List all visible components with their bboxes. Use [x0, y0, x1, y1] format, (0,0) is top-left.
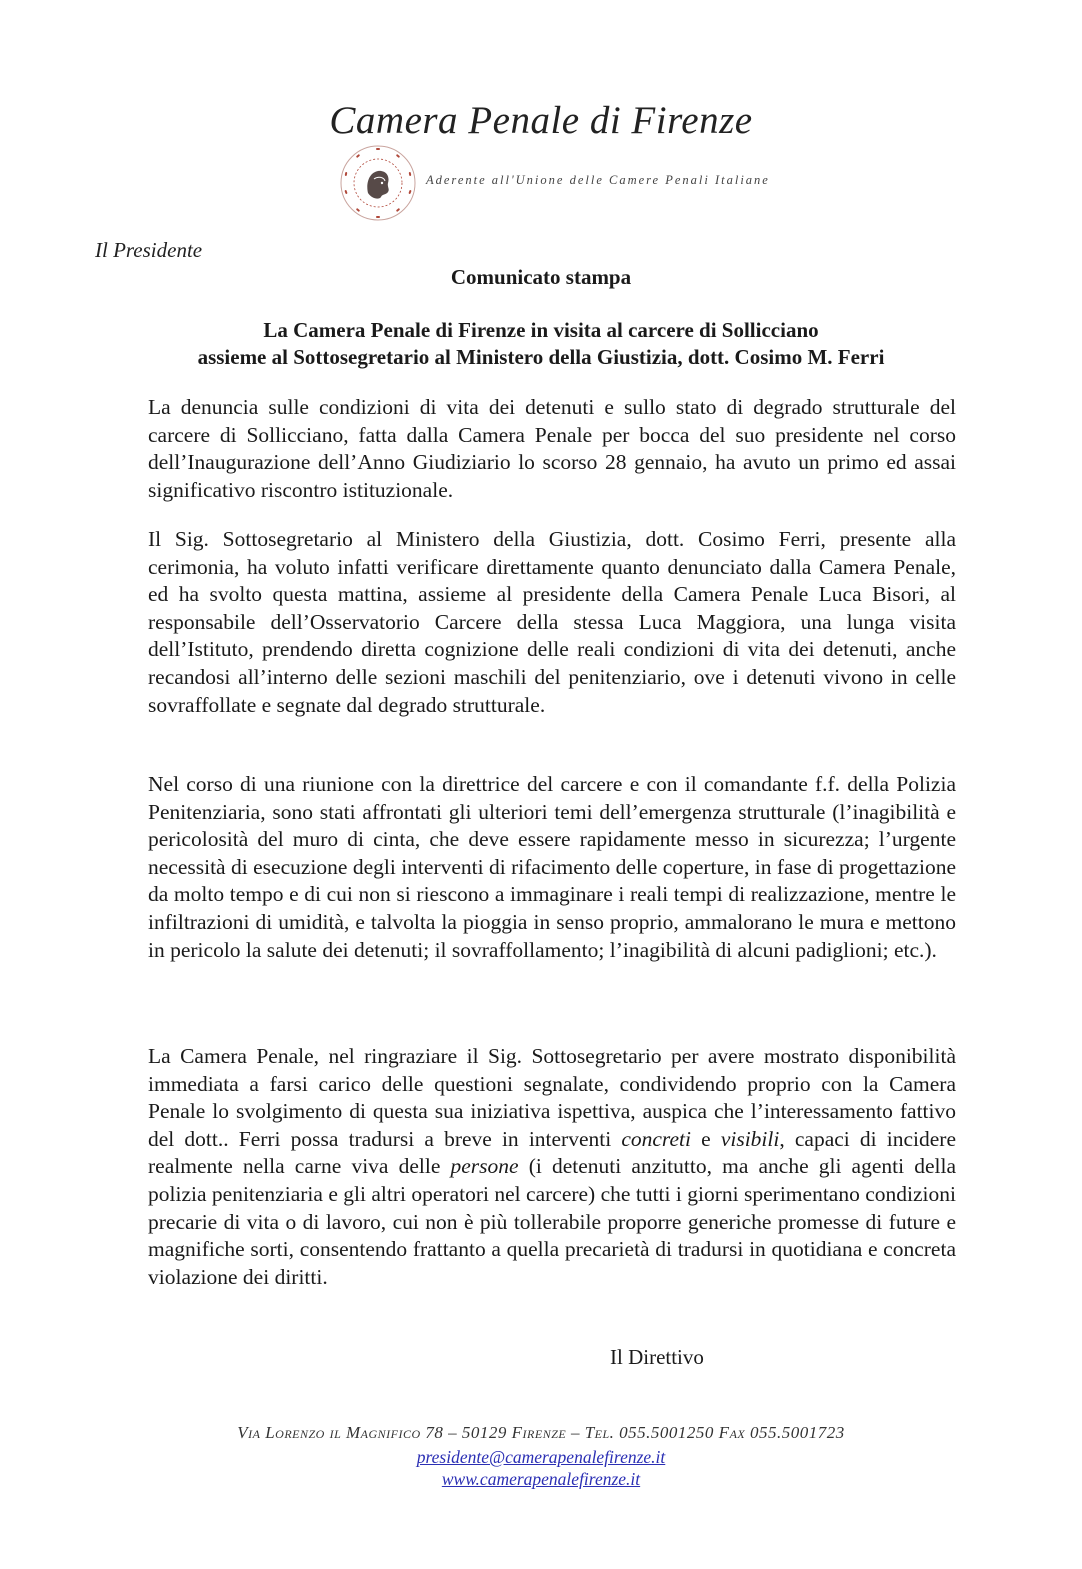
organization-title: Camera Penale di Firenze	[329, 99, 753, 142]
footer-address	[0, 1423, 1082, 1443]
signature: Il Direttivo	[610, 1345, 704, 1369]
website-link[interactable]: www.camerapenalefirenze.it	[441, 1469, 641, 1489]
president-label: Il Presidente	[95, 238, 203, 262]
headline-line-1: La Camera Penale di Firenze in visita al carcere di Sollicciano	[263, 318, 819, 342]
email-link[interactable]: presidente@camerapenalefirenze.it	[416, 1447, 666, 1467]
paragraph-4-text-a: La Camera Penale, nel ringraziare il Sig. Sottosegretario per avere mostrato disponibilità immediata a farsi carico delle questioni segnalate, condividendo proprio con la Camera Penale lo svolgimento di questa sua iniziativa ispettiva, auspica che l’interessamento fattivo del dott.. Ferri possa tradursi a breve in interventi	[148, 1044, 956, 1151]
press-release-label: Comunicato stampa	[450, 265, 632, 289]
paragraph-2: Il Sig. Sottosegretario al Ministero della Giustizia, dott. Cosimo Ferri, presente alla cerimonia, ha voluto infatti verificare direttamente quanto denunciato dalla Camera Penale, ed ha svolto questa mattina, assieme al presidente della Camera Penale Luca Bisori, al responsabile dell’Osservatorio Carcere della stessa Luca Maggiora, una lunga visita dell’Istituto, prendendo diretta cognizione delle reali condizioni di vita dei detenuti, anche recandosi all’interno delle sezioni maschili del penitenziario, ove i detenuti vivono in celle sovraffollate e segnate dal degrado strutturale.	[148, 527, 956, 717]
footer-address-text: Via Lorenzo il Magnifico 78 – 50129 Firenze – Tel. 055.5001250 Fax 055.5001723	[237, 1423, 845, 1442]
paragraph-4	[148, 1043, 956, 1291]
headline	[120, 317, 962, 371]
emphasis-concreti: concreti	[621, 1126, 691, 1151]
emphasis-persone: persone	[450, 1154, 519, 1179]
paragraph-4-text-c: , capaci di incidere realmente nella carne viva delle	[148, 1126, 956, 1179]
seal-logo-icon	[338, 143, 418, 223]
affiliation-text: Aderente all'Unione delle Camere Penali Italiane	[426, 173, 770, 187]
paragraph-1: La denuncia sulle condizioni di vita dei detenuti e sullo stato di degrado strutturale del carcere di Sollicciano, fatta dalla Camera Penale per bocca del suo presidente nel corso dell’Inaugurazione dell’Anno Giudiziario lo scorso 28 gennaio, ha avuto un primo ed assai significativo riscontro istituzionale.	[148, 395, 956, 502]
emphasis-visibili: visibili	[720, 1126, 780, 1151]
paragraph-4-text-b: e	[691, 1126, 721, 1151]
paragraph-3: Nel corso di una riunione con la direttrice del carcere e con il comandante f.f. della Polizia Penitenziaria, sono stati affrontati gli ulteriori temi dell’emergenza strutturale (l’inagibilità e pericolosità del muro di cinta, che deve essere rapidamente messo in sicurezza; l’urgente necessità di esecuzione degli interventi di rifacimento delle coperture, in fase di progettazione da molto tempo e di cui non si riescono a immaginare i reali tempi di realizzazione, mentre le infiltrazioni di umidità, e talvolta la pioggia in senso proprio, ammalorano le mura e mettono in pericolo la salute dei detenuti; il sovraffollamento; l’inagibilità di alcuni padiglioni; etc.).	[148, 772, 956, 962]
seal-row	[338, 143, 778, 223]
paragraph-4-text-d: (i detenuti anzitutto, ma anche gli agenti della polizia penitenziaria e gli altri operatori nel carcere) che tutti i giorni sperimentano condizioni precarie di vita o di lavoro, cui non è più tollerabile proporre generiche promesse di future e magnifiche sorti, consentendo frattanto a quella precarietà di tradursi in quotidiana e concreta violazione dei diritti.	[148, 1154, 957, 1289]
headline-line-2: assieme al Sottosegretario al Ministero della Giustizia, dott. Cosimo M. Ferri	[197, 345, 885, 369]
